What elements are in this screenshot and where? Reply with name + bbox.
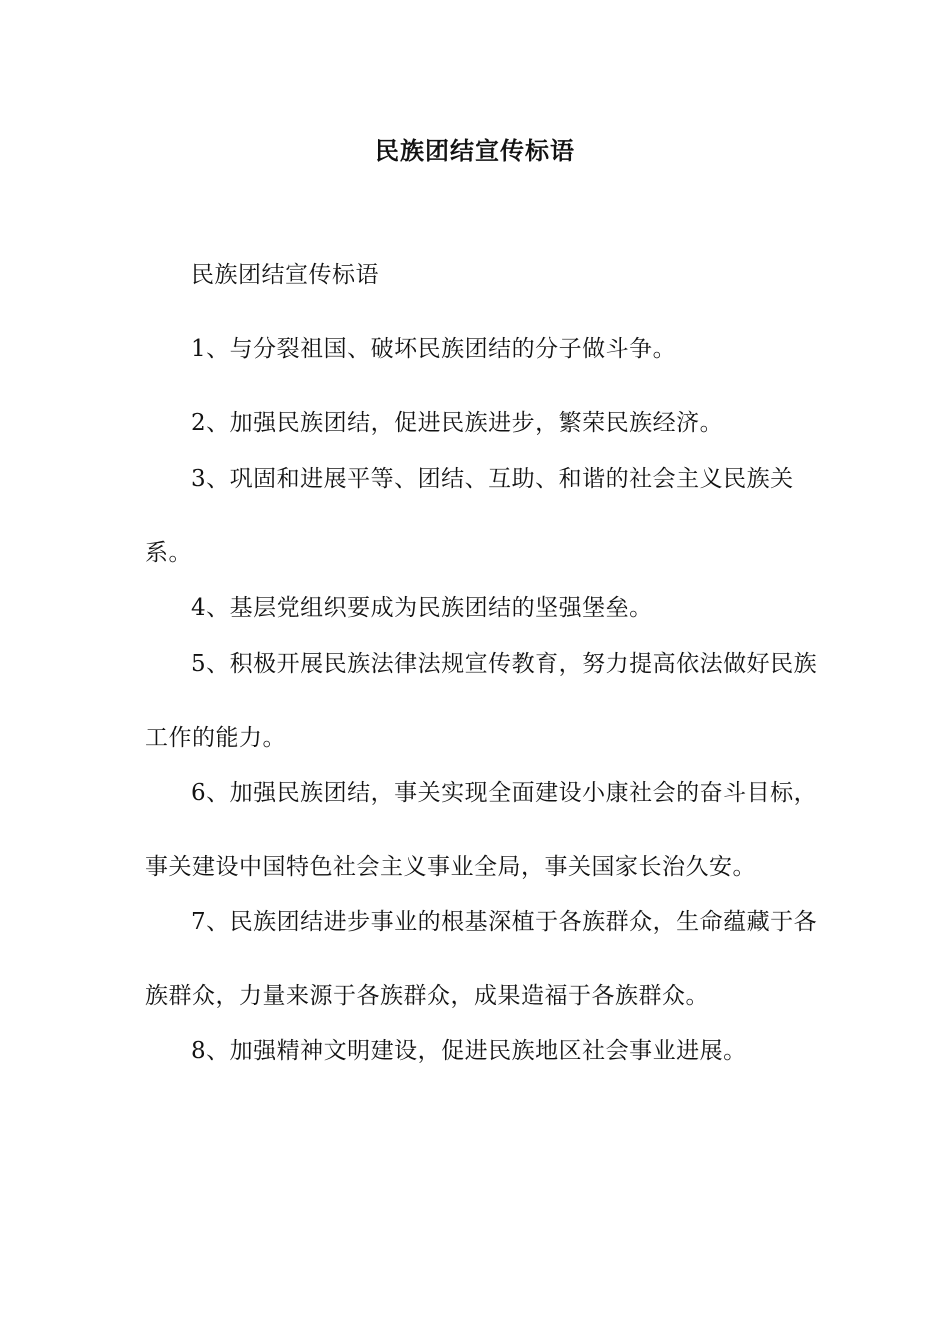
paragraph-item-2: 2、加强民族团结，促进民族进步，繁荣民族经济。 — [191, 410, 724, 436]
paragraph-heading: 民族团结宣传标语 — [191, 262, 379, 288]
paragraph-item-6: 6、加强民族团结，事关实现全面建设小康社会的奋斗目标，事关建设中国特色社会主义事业全局，事关国家长治久安。 — [145, 780, 818, 880]
paragraph-item-1: 1、与分裂祖国、破坏民族团结的分子做斗争。 — [191, 336, 677, 362]
paragraph-item-8: 8、加强精神文明建设，促进民族地区社会事业进展。 — [191, 1038, 747, 1064]
paragraph-item-7: 7、民族团结进步事业的根基深植于各族群众，生命蕴藏于各族群众，力量来源于各族群众，成果造福于各族群众。 — [145, 909, 818, 1009]
paragraph-item-4: 4、基层党组织要成为民族团结的坚强堡垒。 — [191, 595, 653, 621]
paragraph-item-5: 5、积极开展民族法律法规宣传教育，努力提高依法做好民族工作的能力。 — [145, 651, 818, 751]
paragraph-item-3: 3、巩固和进展平等、团结、互助、和谐的社会主义民族关系。 — [145, 466, 794, 566]
document-body — [145, 257, 825, 1089]
document-title: 民族团结宣传标语 — [375, 136, 575, 165]
